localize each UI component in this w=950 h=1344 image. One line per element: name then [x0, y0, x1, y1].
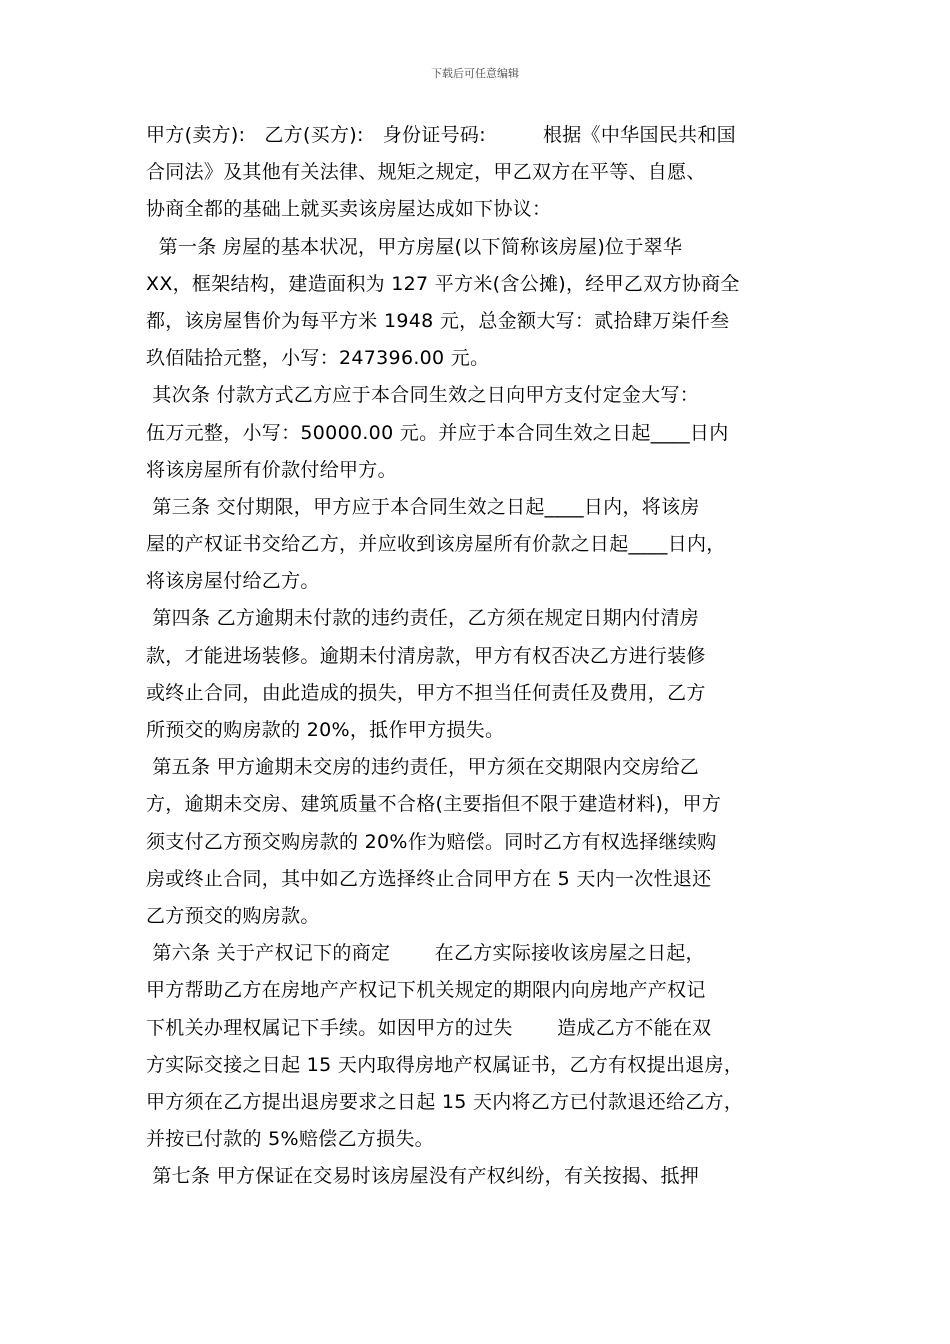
- text-line: 第一条 房屋的基本状况，甲方房屋(以下简称该房屋)位于翠华: [146, 235, 683, 258]
- text-line: 都，该房屋售价为每平方米 1948 元，总金额大写：贰拾肆万柒仟叁: [146, 309, 730, 332]
- text-line: 方实际交接之日起 15 天内取得房地产权属证书，乙方有权提出退房，: [146, 1053, 744, 1076]
- text-line: 乙方预交的购房款。: [146, 904, 320, 927]
- text-line: 第三条 交付期限，甲方应于本合同生效之日起____日内，将该房: [146, 495, 700, 518]
- text-line: 其次条 付款方式乙方应于本合同生效之日向甲方支付定金大写：: [146, 384, 700, 407]
- text-line: 甲方帮助乙方在房地产产权记下机关规定的期限内向房地产产权记: [146, 979, 706, 1002]
- text-line: 将该房屋付给乙方。: [146, 570, 320, 593]
- text-line: 伍万元整，小写：50000.00 元。并应于本合同生效之日起____日内: [146, 421, 729, 444]
- text-line: 合同法》及其他有关法律、规矩之规定，甲乙双方在平等、自愿、: [146, 161, 706, 184]
- text-line: 协商全都的基础上就买卖该房屋达成如下协议：: [146, 198, 552, 221]
- text-line: 方，逾期未交房、建筑质量不合格(主要指但不限于建造材料)，甲方: [146, 793, 722, 816]
- text-line: 甲方须在乙方提出退房要求之日起 15 天内将乙方已付款退还给乙方，: [146, 1090, 744, 1113]
- text-line: 甲方(卖方): 乙方(买方): 身份证号码: 根据《中华国民共和国: [146, 124, 736, 146]
- contract-body: [146, 117, 826, 1195]
- text-line: 或终止合同，由此造成的损失，甲方不担当任何责任及费用，乙方: [146, 681, 706, 704]
- text-line: 将该房屋所有价款付给甲方。: [146, 458, 397, 481]
- text-line: 玖佰陆拾元整，小写：247396.00 元。: [146, 347, 490, 370]
- text-line: 须支付乙方预交购房款的 20%作为赔偿。同时乙方有权选择继续购: [146, 830, 717, 853]
- text-line: 并按已付款的 5%赔偿乙方损失。: [146, 1128, 434, 1151]
- text-line: 款，才能进场装修。逾期未付清房款，甲方有权否决乙方进行装修: [146, 644, 706, 667]
- page-header: 下载后可任意编辑: [431, 67, 519, 80]
- text-line: 所预交的购房款的 20%，抵作甲方损失。: [146, 719, 505, 741]
- text-line: 下机关办理权属记下手续。如因甲方的过失 造成乙方不能在双: [146, 1016, 712, 1039]
- text-line: 屋的产权证书交给乙方，并应收到该房屋所有价款之日起____日内，: [146, 533, 726, 556]
- text-line: 第六条 关于产权记下的商定 在乙方实际接收该房屋之日起，: [146, 942, 705, 965]
- text-line: 第五条 甲方逾期未交房的违约责任，甲方须在交期限内交房给乙: [146, 756, 700, 779]
- text-line: 房或终止合同，其中如乙方选择终止合同甲方在 5 天内一次性退还: [146, 867, 712, 890]
- text-line: 第七条 甲方保证在交易时该房屋没有产权纠纷，有关按揭、抵押: [146, 1165, 700, 1188]
- text-line: 第四条 乙方逾期未付款的违约责任，乙方须在规定日期内付清房: [146, 607, 700, 630]
- text-line: XX，框架结构，建造面积为 127 平方米(含公摊)，经甲乙双方协商全: [146, 272, 740, 295]
